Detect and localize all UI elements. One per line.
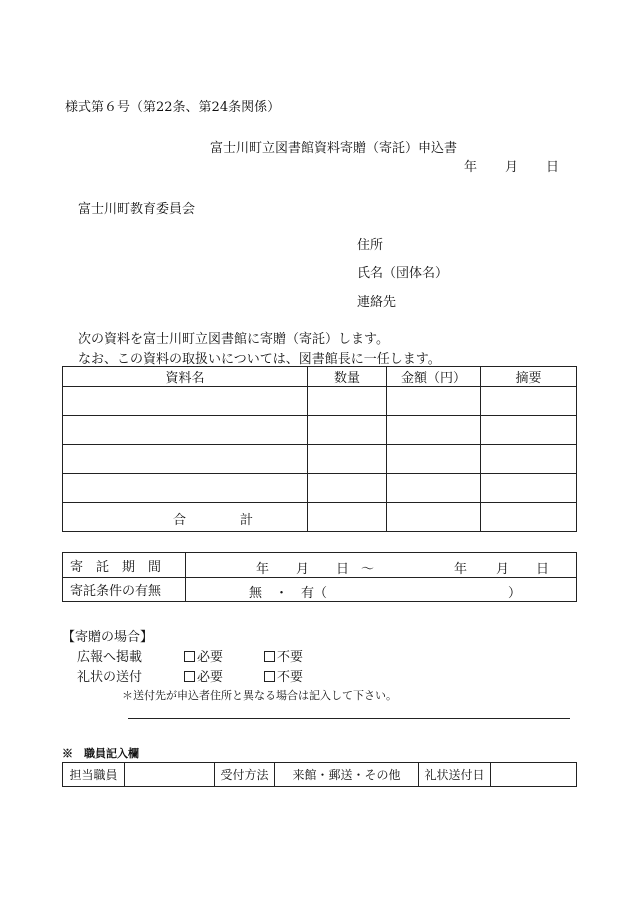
staff-heading: ※ 職員記入欄 xyxy=(62,747,139,760)
date-year-label: 年 xyxy=(464,160,478,175)
condition-close-paren: ） xyxy=(508,586,522,601)
deposit-period-value[interactable] xyxy=(186,553,577,578)
period-month-1: 月 xyxy=(296,562,310,577)
period-month-2: 月 xyxy=(496,562,510,577)
condition-yes: 有（ xyxy=(301,586,328,601)
staff-person-label: 担当職員 xyxy=(63,763,125,787)
statement-line-2: なお、この資料の取扱いについては、図書館長に一任します。 xyxy=(78,352,441,367)
condition-dot: ・ xyxy=(275,586,289,601)
materials-table xyxy=(62,366,577,532)
thanks-date-field[interactable] xyxy=(491,763,577,787)
deposit-condition-value[interactable] xyxy=(186,578,577,602)
header-amount: 金額（円） xyxy=(387,367,481,387)
contact-label: 連絡先 xyxy=(357,295,397,310)
condition-none: 無 xyxy=(249,586,263,601)
publicity-not-required-option[interactable]: 不要 xyxy=(264,646,303,665)
name-label: 氏名（団体名） xyxy=(357,266,449,281)
statement-line-1: 次の資料を富士川町立図書館に寄贈（寄託）します。 xyxy=(78,332,389,347)
total-label-1: 合 xyxy=(173,513,187,528)
period-year-1: 年 xyxy=(256,562,270,577)
period-day-2: 日 xyxy=(536,562,550,577)
header-quantity: 数量 xyxy=(308,367,387,387)
deposit-condition-label: 寄託条件の有無 xyxy=(63,578,186,602)
date-day-label: 日 xyxy=(546,160,560,175)
table-row xyxy=(63,387,577,416)
date-month-label: 月 xyxy=(505,160,519,175)
thanks-not-required-option[interactable]: 不要 xyxy=(264,666,303,685)
deposit-period-label: 寄 託 期 間 xyxy=(63,553,186,578)
total-label xyxy=(63,503,308,532)
staff-table xyxy=(62,762,577,787)
checkbox-icon[interactable] xyxy=(184,671,195,682)
staff-person-field[interactable] xyxy=(125,763,215,787)
total-label-2: 計 xyxy=(240,513,254,528)
publicity-required-option[interactable]: 必要 xyxy=(184,646,223,665)
thanks-letter-label: 礼状の送付 xyxy=(77,670,143,685)
header-remarks: 摘要 xyxy=(481,367,577,387)
header-material-name: 資料名 xyxy=(63,367,308,387)
address-note: ＊送付先が申込者住所と異なる場合は記入して下さい。 xyxy=(122,689,397,702)
checkbox-icon[interactable] xyxy=(264,671,275,682)
alternate-address-line[interactable] xyxy=(128,718,570,719)
table-row xyxy=(63,445,577,474)
thanks-required-option[interactable]: 必要 xyxy=(184,666,223,685)
checkbox-icon[interactable] xyxy=(184,651,195,662)
period-year-2: 年 xyxy=(454,562,468,577)
reception-method-options[interactable]: 来館・郵送・その他 xyxy=(275,763,419,787)
table-row xyxy=(63,474,577,503)
addressee: 富士川町教育委員会 xyxy=(78,202,196,217)
total-row xyxy=(63,503,577,532)
period-separator: ～ xyxy=(361,562,375,577)
form-title: 富士川町立図書館資料寄贈（寄託）申込書 xyxy=(210,141,458,156)
publicity-label: 広報へ掲載 xyxy=(77,650,143,665)
thanks-date-label: 礼状送付日 xyxy=(419,763,491,787)
deposit-table xyxy=(62,552,577,602)
reception-method-label: 受付方法 xyxy=(215,763,275,787)
donation-heading: 【寄贈の場合】 xyxy=(62,630,154,645)
table-row xyxy=(63,416,577,445)
checkbox-icon[interactable] xyxy=(264,651,275,662)
address-label: 住所 xyxy=(357,238,384,253)
form-number: 様式第６号（第22条、第24条関係） xyxy=(65,100,281,115)
period-day-1: 日 xyxy=(336,562,350,577)
